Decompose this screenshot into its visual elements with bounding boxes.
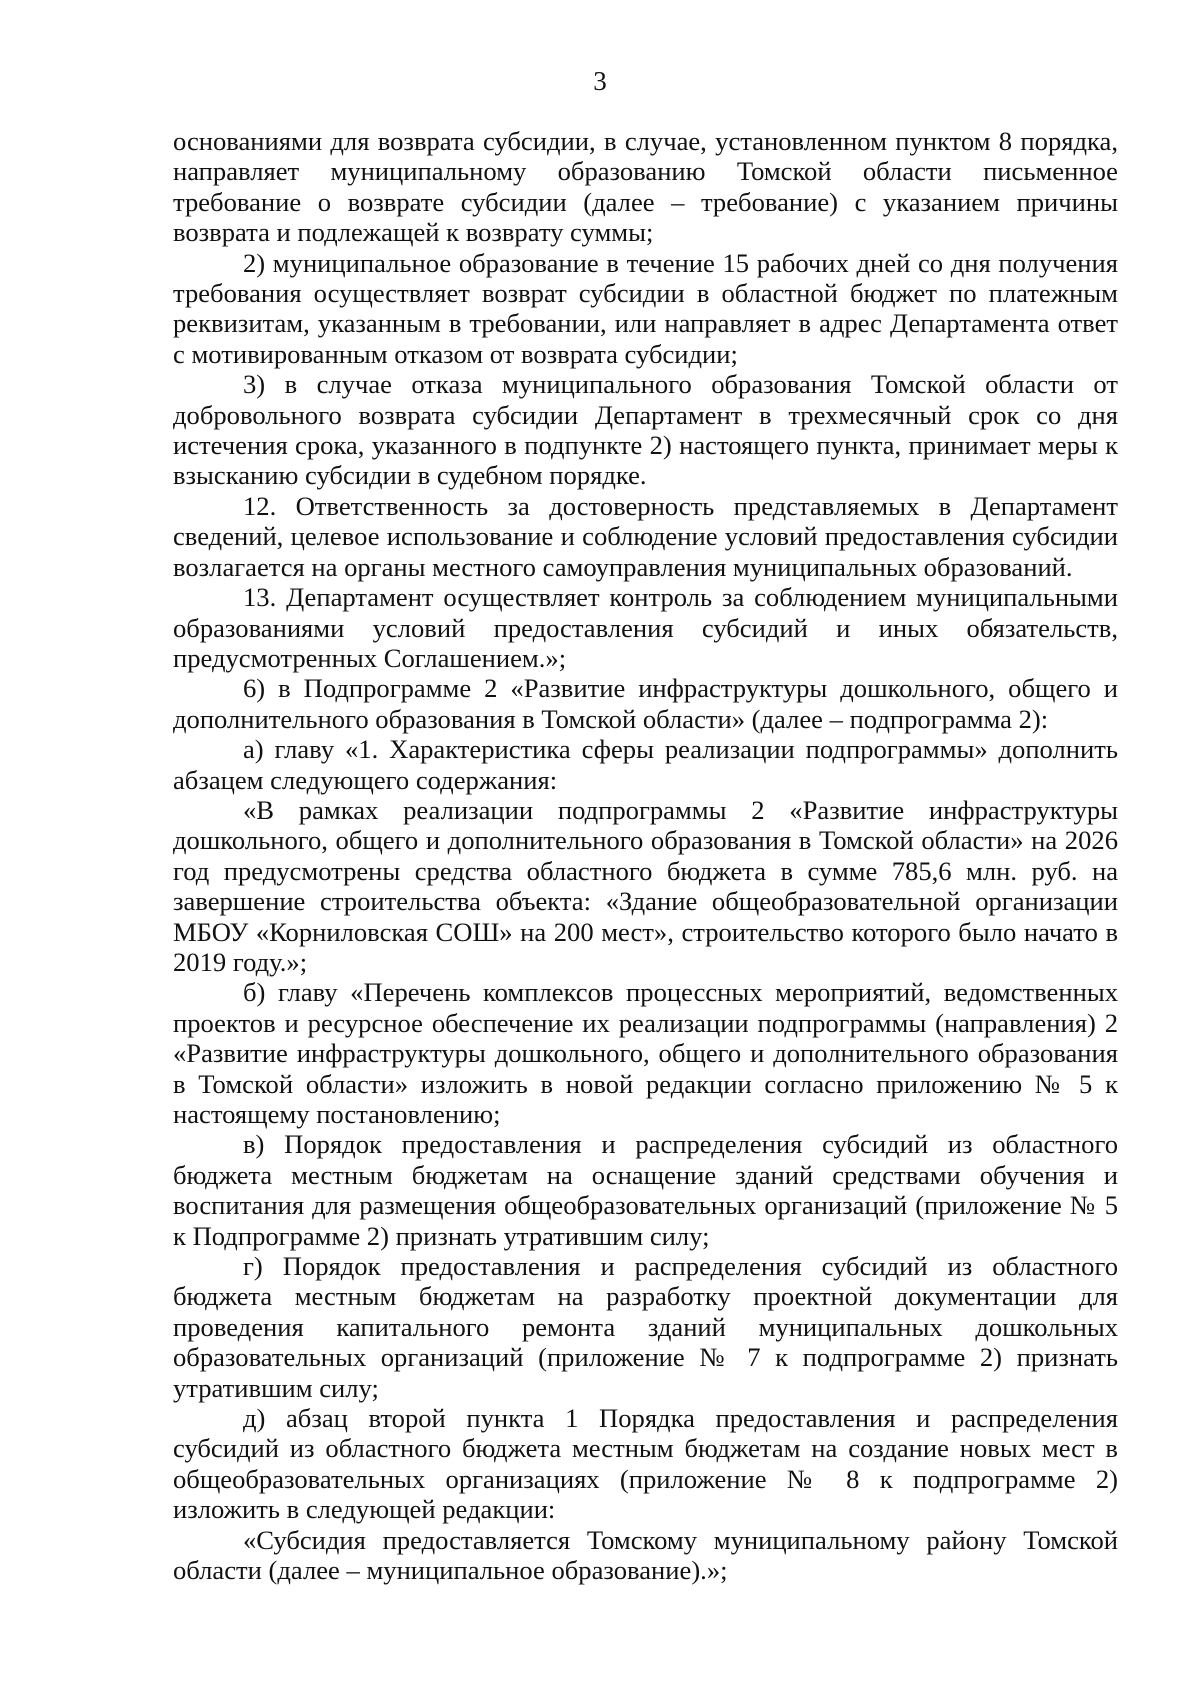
paragraph-1: основаниями для возврата субсидии, в случае, установленном пунктом 8 порядка, направляет муниципальному образованию Томской области письменное требование о возврате субсидии (далее – требование) с указанием причины возврата и подлежащей к возврату суммы;: [173, 126, 1118, 248]
paragraph-13: «Субсидия предоставляется Томскому муниципальному району Томской области (далее – муниципальное образование).»;: [173, 1524, 1118, 1586]
paragraph-2: 2) муниципальное образование в течение 15 рабочих дней со дня получения требования осуществляет возврат субсидии в областной бюджет по платежным реквизитам, указанным в требовании, или направляет в адрес Департамента ответ с мотивированным отказом от возврата субсидии;: [173, 247, 1118, 369]
paragraph-6: 6) в Подпрограмме 2 «Развитие инфраструктуры дошкольного, общего и дополнительного образования в Томской области» (далее – подпрограмма 2):: [173, 673, 1118, 734]
paragraph-4: 12. Ответственность за достоверность представляемых в Департамент сведений, целевое использование и соблюдение условий предоставления субсидии возлагается на органы местного самоуправления муниципальных образований.: [173, 490, 1118, 582]
paragraph-8: «В рамках реализации подпрограммы 2 «Развитие инфраструктуры дошкольного, общего и дополнительного образования в Томской области» на 2026 год предусмотрены средства областного бюджета в сумме 785,6 млн. руб. на завершение строительства объекта: «Здание общеобразовательной организации МБОУ «Корниловская СОШ» на 200 мест», строительство которого было начато в 2019 году.»;: [173, 794, 1118, 977]
paragraph-7: а) главу «1. Характеристика сферы реализации подпрограммы» дополнить абзацем следующего содержания:: [173, 734, 1118, 795]
paragraph-5: 13. Департамент осуществляет контроль за соблюдением муниципальными образованиями условий предоставления субсидий и иных обязательств, предусмотренных Соглашением.»;: [173, 582, 1118, 673]
paragraph-3: 3) в случае отказа муниципального образования Томской области от добровольного возврата субсидии Департамент в трехмесячный срок со дня истечения срока, указанного в подпункте 2) настоящего пункта, принимает меры к взысканию субсидии в судебном порядке.: [173, 369, 1118, 491]
paragraph-10: в) Порядок предоставления и распределения субсидий из областного бюджета местным бюджетам на оснащение зданий средствами обучения и воспитания для размещения общеобразовательных организаций (приложение № 5 к Подпрограмме 2) признать утратившим силу;: [173, 1129, 1118, 1251]
paragraph-12: д) абзац второй пункта 1 Порядка предоставления и распределения субсидий из областного бюджета местным бюджетам на создание новых мест в общеобразовательных организациях (приложение № 8 к подпрограмме 2) изложить в следующей редакции:: [173, 1403, 1118, 1525]
paragraph-9: б) главу «Перечень комплексов процессных мероприятий, ведомственных проектов и ресурсное обеспечение их реализации подпрограммы (направления) 2 «Развитие инфраструктуры дошкольного, общего и дополнительного образования в Томской области» изложить в новой редакции согласно приложению № 5 к настоящему постановлению;: [173, 977, 1118, 1129]
page-number: 3: [593, 66, 607, 96]
paragraph-11: г) Порядок предоставления и распределения субсидий из областного бюджета местным бюджетам на разработку проектной документации для проведения капитального ремонта зданий муниципальных дошкольных образовательных организаций (приложение № 7 к подпрограмме 2) признать утратившим силу;: [173, 1251, 1118, 1403]
document-body: [173, 126, 1118, 1586]
